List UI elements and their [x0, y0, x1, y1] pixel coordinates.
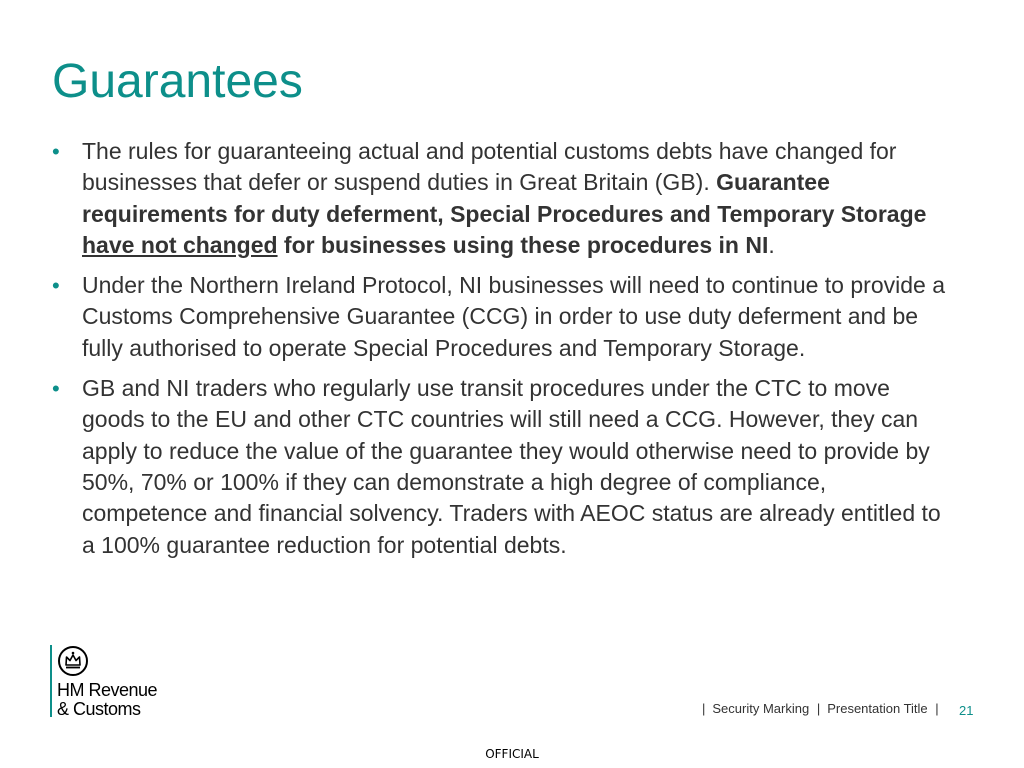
logo-wordmark [57, 681, 157, 719]
bullet-item-transit-procedures [52, 373, 957, 561]
bullet-list [52, 136, 957, 570]
hmrc-logo [50, 645, 190, 717]
logo-line-2: & Customs [57, 699, 141, 719]
bullet-marker: • [52, 273, 60, 299]
footer [698, 701, 946, 717]
logo-divider [50, 645, 52, 717]
bullet-text: The rules for guaranteeing actual and potential customs debts have changed for businesses that defer or suspend duties in Great Britain (GB). [82, 138, 897, 196]
slide-title: Guarantees [52, 55, 303, 108]
crown-crest-icon [57, 645, 89, 677]
bullet-bold-text: for businesses using these procedures in NI [277, 231, 769, 258]
bullet-text: Under the Northern Ireland Protocol, NI businesses will need to continue to provide a Customs Comprehensive Guarantee (CCG) in order to use duty deferment and be fully authorised to operate Special Procedures and Temporary Storage. [82, 272, 945, 361]
bullet-text: GB and NI traders who regularly use transit procedures under the CTC to move goods to the EU and other CTC countries will still need a CCG. However, they can apply to reduce the value of the guarantee they would otherwise need to provide by 50%, 70% or 100% if they can demonstrate a high degree of compliance, competence and financial solvency. Traders with AEOC status are already entitled to a 100% guarantee reduction for potential debts. [82, 375, 941, 558]
logo-line-1: HM Revenue [57, 680, 158, 700]
bullet-marker: • [52, 139, 60, 164]
footer-presentation-title: Presentation Title [827, 701, 928, 716]
footer-security-marking: Security Marking [712, 701, 810, 716]
footer-separator: | [816, 701, 821, 716]
bullet-text: . [768, 231, 775, 258]
page-number: 21 [959, 703, 974, 718]
footer-separator: | [702, 701, 706, 716]
footer-separator: | [935, 701, 939, 716]
bullet-item-guarantee-rules [52, 136, 957, 261]
bullet-bold-underlined-text: have not changed [82, 231, 278, 258]
bullet-bold-text: Guarantee requirements for duty deferment, Special Procedures and Temporary Storage [82, 169, 927, 227]
bullet-marker: • [52, 376, 60, 402]
classification-label: OFFICIAL [485, 747, 539, 761]
bullet-item-ni-protocol [52, 270, 957, 364]
